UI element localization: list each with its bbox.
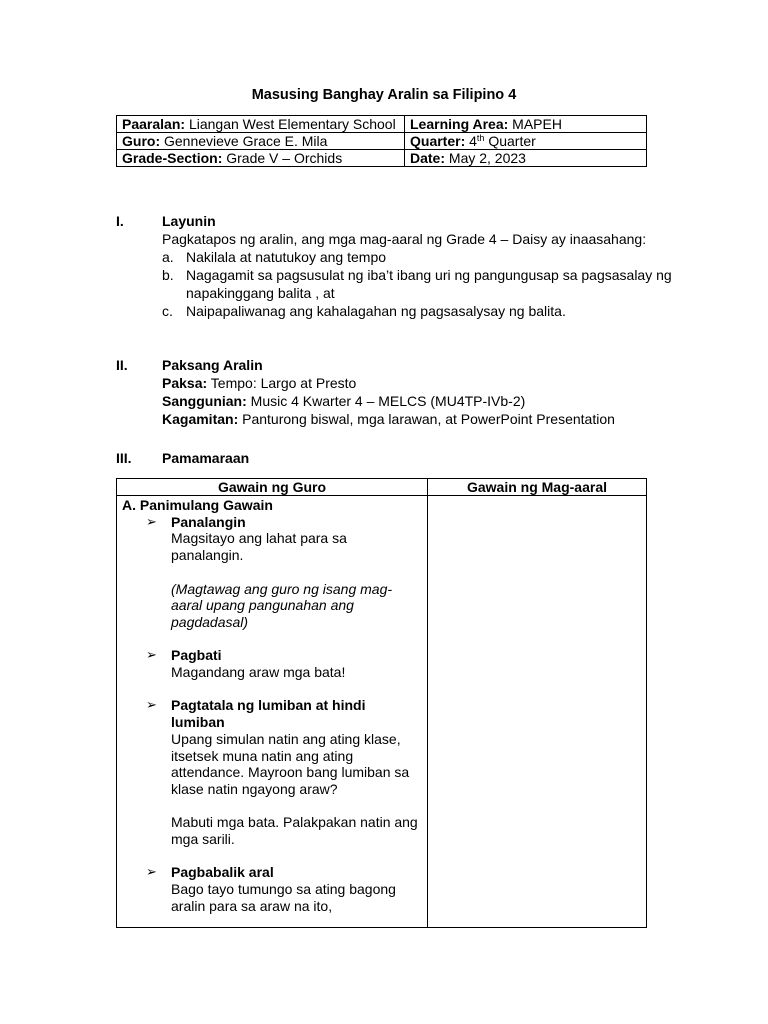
- grade-value: Grade V – Orchids: [226, 150, 343, 166]
- student-activities-cell: [428, 496, 647, 928]
- activity-text-2: Mabuti mga bata. Palakpakan natin ang mga sarili.: [171, 814, 418, 847]
- grade-label: Grade-Section:: [122, 150, 223, 166]
- quarter-label: Quarter:: [410, 133, 466, 149]
- procedure-header-row: [117, 479, 647, 496]
- activity-heading: Pagbabalik aral: [171, 864, 274, 881]
- kagamitan-label: Kagamitan:: [162, 411, 239, 427]
- quarter-cell: [405, 133, 647, 150]
- learning-area-label: Learning Area:: [410, 116, 509, 132]
- list-item: [162, 248, 682, 266]
- section-number: III.: [116, 450, 132, 466]
- school-cell: [117, 116, 405, 133]
- quarter-number: 4: [469, 133, 477, 149]
- activity-text: Magandang araw mga bata!: [171, 664, 346, 680]
- arrow-bullet-icon: ➢: [146, 864, 157, 880]
- list-letter: b.: [162, 267, 174, 283]
- list-letter: c.: [162, 303, 173, 319]
- section-body: [162, 212, 682, 320]
- list-item: [162, 302, 682, 320]
- kagamitan-line: [162, 410, 682, 428]
- learning-area-cell: [405, 116, 647, 133]
- teacher-activities-cell: [117, 496, 428, 928]
- procedure-table: [116, 478, 647, 928]
- list-text: Nagagamit sa pagsusulat ng iba’t ibang uri ng pangungusap sa pagsasalay ng napakinggang balita , at: [186, 267, 672, 301]
- arrow-bullet-icon: ➢: [146, 647, 157, 663]
- section-number: II.: [116, 357, 128, 373]
- sanggunian-value: Music 4 Kwarter 4 – MELCS (MU4TP-IVb-2): [250, 393, 526, 409]
- paksa-label: Paksa:: [162, 375, 208, 391]
- section-heading: Pamamaraan: [162, 450, 250, 466]
- grade-cell: [117, 150, 405, 167]
- list-item: [162, 266, 682, 302]
- arrow-bullet-icon: ➢: [146, 513, 157, 529]
- section-heading: Layunin: [162, 213, 216, 229]
- activity-pagbabalik-aral: [122, 864, 422, 914]
- learning-area-value: MAPEH: [512, 116, 562, 132]
- activity-panalangin: [122, 514, 422, 631]
- activity-text: Magsitayo ang lahat para sa panalangin.: [171, 530, 347, 564]
- activity-note: (Magtawag ang guro ng isang mag-aaral upang pangunahan ang pagdadasal): [171, 580, 393, 630]
- paksa-line: [162, 374, 682, 392]
- school-value: Liangan West Elementary School: [188, 116, 396, 132]
- column-header-student: Gawain ng Mag-aaral: [428, 479, 647, 496]
- date-label: Date:: [410, 150, 446, 166]
- section-intro: Pagkatapos ng aralin, ang mga mag-aaral ng Grade 4 – Daisy ay inaasahang:: [162, 231, 647, 247]
- school-label: Paaralan:: [122, 116, 186, 132]
- sanggunian-label: Sanggunian:: [162, 393, 247, 409]
- quarter-suffix: th: [476, 133, 485, 143]
- list-text: Nakilala at natutukoy ang tempo: [186, 249, 387, 265]
- sanggunian-line: [162, 392, 682, 410]
- activity-heading: Pagbati: [171, 647, 222, 664]
- info-row-grade: [117, 150, 647, 167]
- activity-text: Bago tayo tumungo sa ating bagong aralin para sa araw na ito,: [171, 881, 396, 914]
- section-number: I.: [116, 213, 124, 229]
- activity-text: Upang simulan natin ang ating klase, itsetsek muna natin ang ating attendance. Mayroon bang lumiban sa klase natin ngayong araw?: [171, 730, 410, 797]
- section-heading: Paksang Aralin: [162, 357, 263, 373]
- list-text: Naipapaliwanag ang kahalagahan ng pagsasalysay ng balita.: [186, 303, 566, 319]
- objectives-list: [162, 248, 682, 320]
- activity-heading: Pagtatala ng lumiban at hindi lumiban: [171, 697, 366, 731]
- section-body: [162, 356, 682, 428]
- section-body: [162, 449, 682, 467]
- subsection-heading: A. Panimulang Gawain: [122, 497, 273, 513]
- activity-pagtatala: [122, 697, 422, 847]
- arrow-bullet-icon: ➢: [146, 697, 157, 713]
- list-letter: a.: [162, 249, 174, 265]
- date-cell: [405, 150, 647, 167]
- activity-heading: Panalangin: [171, 513, 246, 530]
- paksa-value: Tempo: Largo at Presto: [210, 375, 357, 391]
- teacher-value: Gennevieve Grace E. Mila: [164, 133, 328, 149]
- info-row-school: [117, 116, 647, 133]
- document-title: Masusing Banghay Aralin sa Filipino 4: [251, 87, 517, 103]
- column-header-teacher: Gawain ng Guro: [117, 479, 428, 496]
- teacher-label: Guro:: [122, 133, 161, 149]
- kagamitan-value: Panturong biswal, mga larawan, at PowerPoint Presentation: [242, 411, 615, 427]
- teacher-cell: [117, 133, 405, 150]
- procedure-body-row: [117, 496, 647, 928]
- quarter-word: Quarter: [488, 133, 536, 149]
- activity-pagbati: [122, 647, 422, 680]
- info-row-teacher: [117, 133, 647, 150]
- lesson-info-table: [116, 115, 647, 167]
- date-value: May 2, 2023: [448, 150, 526, 166]
